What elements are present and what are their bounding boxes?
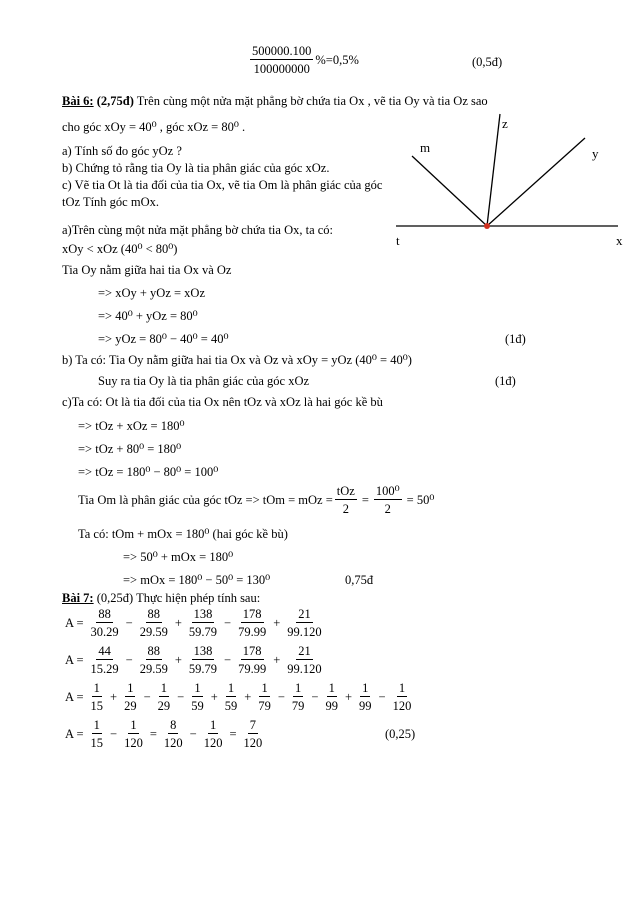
operator: − (277, 689, 285, 704)
bai7-line2 (62, 644, 326, 677)
numerator: 21 (296, 607, 313, 623)
denominator: 120 (392, 699, 412, 714)
sol-a-6: => yOz = 80⁰ − 40⁰ = 40⁰ (98, 332, 229, 346)
numerator: 8 (168, 718, 178, 734)
numerator: 88 (146, 607, 163, 623)
operator: − (378, 689, 386, 704)
bai7-line3 (62, 681, 415, 714)
denominator: 79.99 (238, 662, 267, 677)
fraction (122, 718, 145, 751)
bai6-header: Bài 6: (2,75đ) Trên cùng một nửa mặt phẳng bờ chứa tia Ox , vẽ tia Oy và tia Oz sao (62, 94, 488, 108)
operator: + (110, 689, 118, 704)
a-label: A = (65, 726, 84, 741)
ray-oz (487, 114, 500, 226)
denominator: 99 (359, 699, 372, 714)
sol-c-3: => tOz + 80⁰ = 180⁰ (78, 442, 182, 456)
denominator: 15 (90, 699, 104, 714)
numerator: 1 (128, 718, 138, 734)
sol-c-5: Tia Om là phân giác của góc tOz => tOm = mOz = $\frac{\text{tOz}}{2}$ = $\frac{\text{100⁰}}{2}$ = 50⁰ (78, 484, 435, 517)
bai6-qa: a) Tính số đo góc yOz ? (62, 144, 182, 158)
operator: − (311, 689, 319, 704)
denominator: 120 (163, 736, 183, 751)
sol-a-4: => xOy + yOz = xOz (98, 286, 206, 300)
sol-c-1: c)Ta có: Ot là tia đối của tia Ox nên tOz và xOz là hai góc kề bù (62, 395, 383, 409)
sol-b-2: Suy ra tia Oy là tia phân giác của góc xOz (98, 374, 310, 388)
a-label: A = (65, 689, 84, 704)
fraction (89, 681, 106, 714)
fraction (187, 644, 219, 677)
bai7-line1 (62, 607, 326, 640)
denominator: 59 (191, 699, 204, 714)
operator: − (143, 689, 151, 704)
numerator: 1 (327, 681, 337, 697)
denominator: 15.29 (90, 662, 119, 677)
denominator: 79.99 (238, 625, 267, 640)
fraction (357, 681, 374, 714)
numerator: 1 (397, 681, 407, 697)
label-t: t (396, 233, 400, 248)
numerator: 88 (96, 607, 113, 623)
numerator: 178 (241, 607, 264, 623)
denominator: 59.79 (188, 662, 218, 677)
bai7-score: (0,25) (385, 727, 416, 741)
label-x: x (616, 233, 623, 248)
numerator: 88 (146, 644, 163, 660)
operator: = (149, 726, 157, 741)
fraction (122, 681, 139, 714)
fraction (89, 644, 121, 677)
sol-c-2: => tOz + xOz = 180⁰ (78, 419, 185, 433)
denominator: 120 (203, 736, 223, 751)
denominator: 29 (124, 699, 137, 714)
angle-diagram (380, 108, 630, 248)
denominator: 99.120 (287, 662, 322, 677)
label-z: z (502, 116, 508, 131)
operator: − (125, 652, 133, 667)
numerator: 1 (259, 681, 269, 697)
numerator: 1 (159, 681, 169, 697)
bai6-line2: cho góc xOy = 40⁰ , góc xOz = 80⁰ . (62, 120, 246, 134)
numerator: 1 (192, 681, 202, 697)
sol-b-1: b) Ta có: Tia Oy nằm giữa hai tia Ox và Oz và xOy = yOz (40⁰ = 40⁰) (62, 353, 412, 367)
sol-c-8: => mOx = 180⁰ − 50⁰ = 130⁰ (123, 573, 271, 587)
ray-oy (487, 138, 585, 226)
fraction (189, 681, 206, 714)
sol-c-4: => tOz = 180⁰ − 80⁰ = 100⁰ (78, 465, 219, 479)
sol-a-score: (1đ) (505, 332, 526, 346)
ray-om (412, 156, 487, 226)
fraction (256, 681, 273, 714)
a-label: A = (65, 652, 84, 667)
operator: + (210, 689, 218, 704)
operator: = (229, 726, 237, 741)
bai6-qc2: tOz Tính góc mOx. (62, 195, 159, 209)
point-o (484, 223, 490, 229)
numerator: 1 (293, 681, 303, 697)
operator: − (224, 652, 232, 667)
denominator: 30.29 (90, 625, 119, 640)
operator: − (224, 615, 232, 630)
sol-b-score: (1đ) (495, 374, 516, 388)
operator: + (174, 652, 182, 667)
denominator: 29.59 (139, 625, 168, 640)
bai7-header: Bài 7: (0,25đ) Thực hiện phép tính sau: (62, 591, 261, 605)
numerator: 1 (125, 681, 135, 697)
fraction (236, 644, 268, 677)
numerator: 21 (296, 644, 313, 660)
denominator: 79 (258, 699, 271, 714)
denominator: 29 (157, 699, 171, 714)
numerator: 1 (92, 718, 102, 734)
denominator: 59.79 (188, 625, 218, 640)
fraction (242, 718, 265, 751)
denominator: 99.120 (287, 625, 322, 640)
fraction (285, 607, 323, 640)
denominator: 79 (291, 699, 305, 714)
numerator: 1 (208, 718, 218, 734)
fraction (391, 681, 414, 714)
fraction (162, 718, 185, 751)
operator: − (125, 615, 133, 630)
label-y: y (592, 146, 599, 161)
denominator: 59 (224, 699, 238, 714)
fraction (236, 607, 268, 640)
denominator: 29.59 (139, 662, 168, 677)
fraction (290, 681, 307, 714)
operator: − (189, 726, 197, 741)
fraction (89, 607, 121, 640)
numerator: 7 (248, 718, 258, 734)
sol-a-1: a)Trên cùng một nửa mặt phẳng bờ chứa tia Ox, ta có: (62, 223, 334, 237)
operator: + (344, 689, 353, 704)
label-m: m (420, 140, 431, 155)
numerator: 44 (96, 644, 113, 660)
sol-a-2: xOy < xOz (40⁰ < 80⁰) (62, 242, 178, 256)
fraction (285, 644, 323, 677)
fraction (138, 607, 170, 640)
numerator: 1 (92, 681, 102, 697)
numerator: 138 (192, 607, 215, 623)
bai6-qb: b) Chứng tỏ rằng tia Oy là tia phân giác của góc xOz. (62, 161, 330, 175)
denominator: 99 (325, 699, 338, 714)
bai7-line4 (62, 718, 266, 751)
numerator: 1 (360, 681, 370, 697)
sol-a-5: => 40⁰ + yOz = 80⁰ (98, 309, 198, 323)
top-formula: $\frac{500000.100}{100000000}$ %=0,5% (252, 44, 359, 77)
sol-c-6: Ta có: tOm + mOx = 180⁰ (hai góc kề bù) (78, 527, 288, 541)
numerator: 178 (241, 644, 264, 660)
operator: + (174, 615, 182, 630)
operator: + (273, 615, 281, 630)
sol-c-score: 0,75đ (345, 573, 374, 587)
sol-a-3: Tia Oy nằm giữa hai tia Ox và Oz (62, 263, 232, 277)
bai6-qc1: c) Vẽ tia Ot là tia đối của tia Ox, vẽ tia Om là phân giác của góc (62, 178, 383, 192)
numerator: 138 (192, 644, 215, 660)
fraction (223, 681, 240, 714)
denominator: 15 (90, 736, 104, 751)
fraction (323, 681, 340, 714)
denominator: 120 (124, 736, 143, 751)
fraction (187, 607, 219, 640)
operator: − (177, 689, 185, 704)
sol-c-7: => 50⁰ + mOx = 180⁰ (123, 550, 234, 564)
a-label: A = (65, 615, 84, 630)
denominator: 120 (243, 736, 263, 751)
top-score: (0,5đ) (472, 55, 503, 69)
fraction (89, 718, 106, 751)
numerator: 1 (226, 681, 236, 697)
fraction (138, 644, 170, 677)
operator: + (244, 689, 252, 704)
operator: − (110, 726, 118, 741)
fraction (202, 718, 225, 751)
fraction (156, 681, 173, 714)
operator: + (273, 652, 281, 667)
